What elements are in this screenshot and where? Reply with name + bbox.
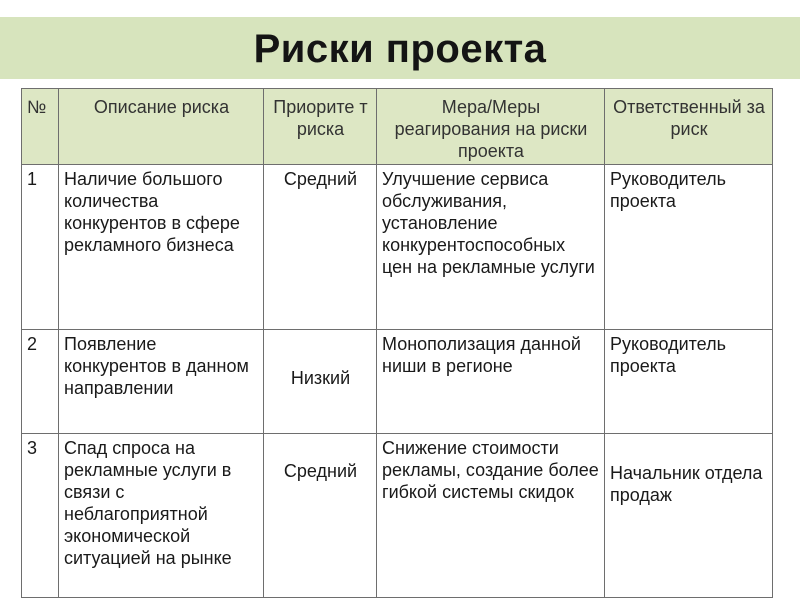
risk-measures: Снижение стоимости рекламы, создание более гибкой системы скидок [377,434,605,598]
risk-priority: Средний [264,434,377,598]
risk-responsible: Руководитель проекта [605,165,773,330]
header-description: Описание риска [59,89,264,165]
row-number: 3 [22,434,59,598]
risk-description: Появление конкурентов в данном направлении [59,330,264,434]
header-num: № [22,89,59,165]
risk-measures: Монополизация данной ниши в регионе [377,330,605,434]
header-priority: Приорите т риска [264,89,377,165]
risk-responsible: Начальник отдела продаж [605,434,773,598]
risk-measures: Улучшение сервиса обслуживания, установление конкурентоспособных цен на рекламные услуги [377,165,605,330]
table-row [22,434,773,598]
slide-title: Риски проекта [253,27,547,71]
table-row [22,165,773,330]
risk-priority: Низкий [264,330,377,434]
header-measures: Мера/Меры реагирования на риски проекта [377,89,605,165]
header-row [22,89,773,165]
header-responsible: Ответственный за риск [605,89,773,165]
table-body [22,165,773,598]
risk-description: Наличие большого количества конкурентов в сфере рекламного бизнеса [59,165,264,330]
row-number: 2 [22,330,59,434]
row-number: 1 [22,165,59,330]
table-header [22,89,773,165]
risk-table [21,88,773,598]
risk-description: Спад спроса на рекламные услуги в связи с неблагоприятной экономической ситуацией на рынке [59,434,264,598]
table-row [22,330,773,434]
risk-priority: Средний [264,165,377,330]
risk-responsible: Руководитель проекта [605,330,773,434]
